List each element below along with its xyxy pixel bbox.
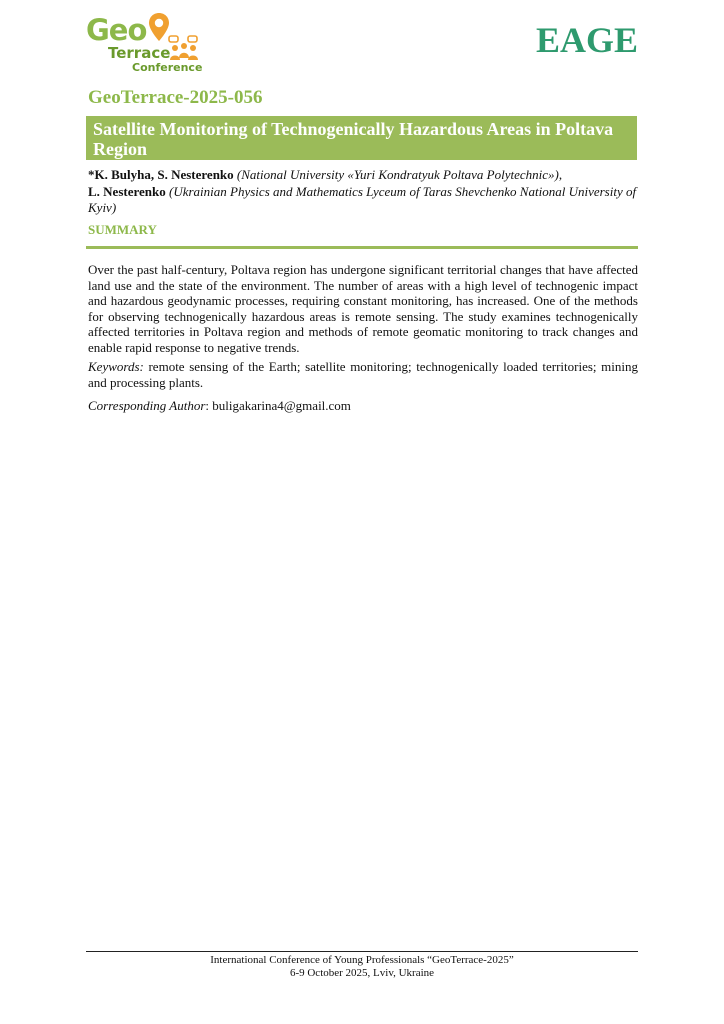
- logo-word-terrace: Terrace: [108, 44, 171, 62]
- footer-line-1: International Conference of Young Professionals “GeoTerrace-2025”: [210, 954, 514, 966]
- author-affiliation-2: (Ukrainian Physics and Mathematics Lyceum of Taras Shevchenko National University of Kyiv): [88, 183, 637, 215]
- logo-word-conference: Conference: [132, 61, 203, 74]
- location-pin-icon: [148, 12, 170, 42]
- summary-divider: [86, 246, 638, 249]
- keywords-text: remote sensing of the Earth; satellite monitoring; technogenically loaded territories; mining and processing plants.: [88, 359, 638, 390]
- author-affiliation-1: (National University «Yuri Kondratyuk Poltava Polytechnic»): [236, 167, 559, 182]
- footer: [86, 954, 638, 980]
- summary-heading: SUMMARY: [88, 222, 157, 237]
- people-icon: [168, 34, 200, 64]
- paper-id: GeoTerrace-2025-056: [88, 87, 263, 108]
- title-bar: [86, 116, 637, 160]
- paper-title: Satellite Monitoring of Technogenically Hazardous Areas in Poltava Region: [93, 119, 614, 159]
- footer-line-2: 6-9 October 2025, Lviv, Ukraine: [289, 967, 435, 979]
- keywords-paragraph: [88, 359, 638, 390]
- geoterrace-logo: [86, 12, 202, 78]
- keywords-label: Keywords:: [88, 359, 144, 374]
- corresponding-label: Corresponding Author: [88, 398, 206, 413]
- author-names-1: *K. Bulyha, S. Nesterenko: [88, 167, 234, 182]
- author-separator: ,: [558, 167, 563, 182]
- logo-word-geo: Geo: [86, 13, 147, 47]
- authors-block: [88, 167, 640, 217]
- author-names-2: L. Nesterenko: [88, 183, 166, 199]
- footer-divider: [86, 951, 638, 952]
- corresponding-author: [88, 398, 638, 414]
- corresponding-email: : buligakarina4@gmail.com: [205, 398, 351, 413]
- eage-logo: EAGE: [535, 20, 638, 60]
- abstract-text: Over the past half-century, Poltava region has undergone significant territorial changes that have affected land use and the state of the environment. The number of areas with a high level of technogenic impact and hazardous geodynamic processes, requiring constant monitoring, has increased. One of the methods for observing technogenically hazardous areas is remote sensing. The study examines technogenically affected territories in Poltava region and methods of remote geomatic monitoring to track changes and enable rapid response to negative trends.: [88, 262, 638, 355]
